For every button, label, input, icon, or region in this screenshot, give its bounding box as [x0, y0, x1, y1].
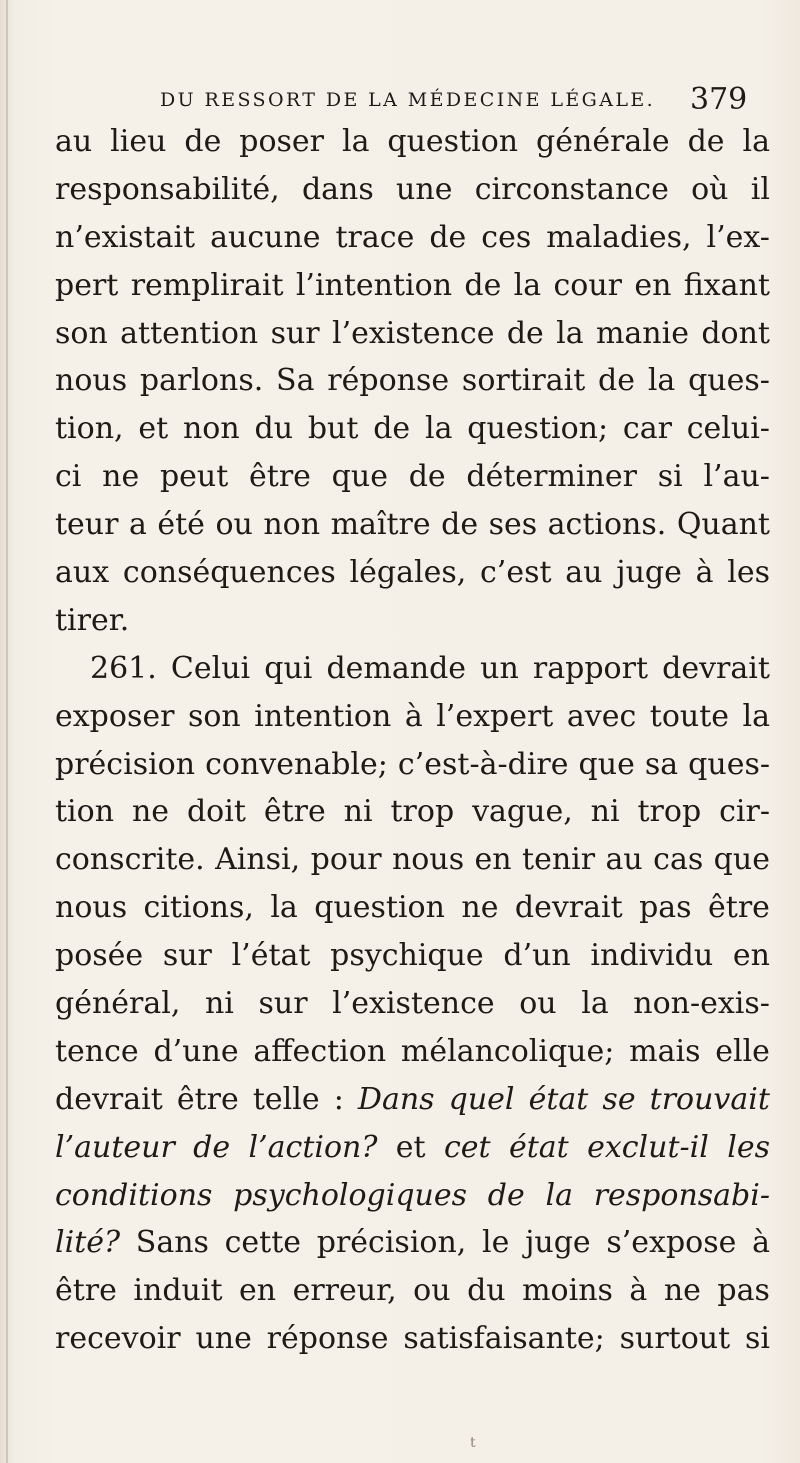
text-word: ne [461, 890, 499, 926]
text-word: où [691, 171, 729, 207]
text-word: question; [467, 411, 609, 447]
text-line [55, 1315, 770, 1363]
text-word: citions, [143, 890, 254, 926]
text-word: psychologiques [233, 1177, 468, 1213]
text-line [55, 549, 770, 597]
text-word: sur [270, 315, 320, 351]
text-word: convenable; [205, 746, 388, 782]
text-word: être [55, 1273, 117, 1309]
text-word: satisfaisante; [403, 1321, 605, 1357]
text-word: intention [254, 698, 392, 734]
text-word: devrait [514, 890, 623, 926]
text-word: la [742, 698, 770, 734]
text-word: Ainsi, [215, 842, 301, 878]
text-word: conditions [55, 1177, 213, 1213]
text-word: précision [55, 746, 196, 782]
text-word: ques- [688, 363, 770, 399]
text-line [55, 1124, 770, 1172]
text-word: état [528, 1081, 589, 1117]
text-word: de [193, 1129, 231, 1165]
footer-mark: t [470, 1435, 476, 1451]
page-number: 379 [690, 82, 748, 117]
text-word: poser [239, 124, 325, 159]
text-word: de [487, 1177, 525, 1213]
text-line [55, 357, 770, 405]
text-word: de [429, 219, 467, 255]
text-word: Quant [676, 507, 770, 543]
text-word: de [441, 507, 479, 543]
text-word: pas [639, 890, 692, 926]
text-line [55, 1219, 770, 1267]
text-word: manie [595, 315, 689, 351]
text-word: la [545, 1177, 573, 1213]
text-word: cet [443, 1129, 491, 1165]
binding-edge [6, 0, 8, 1463]
text-word: et [138, 411, 169, 447]
text-word: du [467, 1273, 506, 1309]
text-word: cour [553, 267, 623, 303]
text-word: devrait [662, 650, 770, 686]
text-line [55, 1267, 770, 1315]
text-word: actions. [547, 507, 667, 543]
text-word: non [263, 507, 321, 543]
text-word: son [187, 698, 241, 734]
text-word: du [254, 411, 294, 447]
text-word: à [752, 1225, 770, 1261]
text-word: Sa [276, 363, 315, 399]
text-word: trouvait [649, 1081, 770, 1117]
running-title: DU RESSORT DE LA MÉDECINE LÉGALE. [160, 89, 656, 111]
text-word: a [128, 507, 147, 543]
text-word: mélancolique; [400, 1033, 615, 1069]
text-word: tion, [55, 411, 124, 447]
text-word: la [424, 411, 453, 447]
text-word: affection [253, 1033, 387, 1069]
text-word: précision, [316, 1225, 467, 1261]
text-word: réponse [327, 363, 450, 399]
text-word: circonstance [474, 171, 669, 207]
text-word: ci [55, 459, 82, 495]
text-word: l’existence [331, 315, 495, 351]
text-word: d’une [153, 1033, 239, 1069]
text-line [55, 788, 770, 836]
text-word: de [598, 363, 636, 399]
text-word: la [556, 315, 584, 351]
text-word: psychique [330, 938, 484, 974]
body-text [55, 118, 770, 1363]
text-word: peut [159, 459, 229, 495]
text-word: que [331, 459, 388, 495]
text-word: de [408, 459, 446, 495]
text-word: en [634, 267, 672, 303]
text-word: se [602, 1081, 636, 1117]
text-word: son [55, 315, 108, 351]
text-word: question [387, 124, 519, 159]
text-word: si [745, 1321, 770, 1357]
text-word: ne [102, 459, 140, 495]
text-word: l’expert [436, 698, 554, 734]
text-word: été [157, 507, 205, 543]
text-word: tion [55, 794, 115, 830]
text-word: doit [186, 794, 246, 830]
text-word: moins [522, 1273, 613, 1309]
text-word: l’auteur [55, 1129, 175, 1165]
text-word: en [474, 842, 512, 878]
text-line [55, 1028, 770, 1076]
text-word: : [333, 1081, 344, 1117]
text-word: vague, [472, 794, 573, 830]
text-word: teur [55, 507, 119, 543]
text-word: ou [519, 986, 557, 1022]
text-line [55, 262, 770, 310]
text-line [55, 118, 770, 166]
text-word: l’action? [248, 1129, 378, 1165]
text-word: si [657, 459, 683, 495]
text-word: sur [162, 938, 212, 974]
text-word: lieu [110, 124, 167, 159]
text-word: le [482, 1225, 510, 1261]
text-word: responsabi- [593, 1177, 770, 1213]
text-word: conscrite. [55, 842, 205, 878]
text-word: trop [637, 794, 702, 830]
text-word: légales, [349, 555, 467, 591]
text-word: c’est-à-dire [397, 746, 569, 782]
text-word: générale [536, 124, 670, 159]
text-word: responsabilité, [55, 171, 280, 207]
text-word: la [341, 124, 370, 159]
text-word: l’existence [332, 986, 495, 1022]
text-word: avec [566, 698, 637, 734]
text-word: ne [663, 1273, 701, 1309]
text-line [55, 453, 770, 501]
text-word: ques- [688, 746, 770, 782]
text-word: ni [204, 986, 234, 1022]
text-word: de [464, 267, 502, 303]
text-word: celui- [686, 411, 770, 447]
text-word: général, [55, 986, 181, 1022]
text-word: non-exis- [633, 986, 770, 1022]
text-word: juge [616, 555, 682, 591]
text-word: la [647, 363, 676, 399]
text-word: à [695, 555, 714, 591]
text-line [55, 932, 770, 980]
text-word: ou [413, 1273, 451, 1309]
text-word: Dans [357, 1081, 435, 1117]
text-word: n’existait [55, 219, 196, 255]
text-word: s’expose [606, 1225, 737, 1261]
text-word: pert [55, 267, 119, 303]
text-word: ni [590, 794, 620, 830]
text-line [55, 166, 770, 214]
text-word: l’ex- [706, 219, 770, 255]
text-word: fixant [683, 267, 770, 303]
text-word: état [508, 1129, 569, 1165]
text-line [55, 214, 770, 262]
text-word: la [270, 890, 298, 926]
text-word: exclut-il [587, 1129, 709, 1165]
text-word: cas [653, 842, 704, 878]
text-word: tenir [522, 842, 596, 878]
text-word: pas [717, 1273, 770, 1309]
text-word: parlons. [139, 363, 264, 399]
text-word: exposer [55, 698, 175, 734]
text-word: but [307, 411, 359, 447]
text-word: mais [629, 1033, 701, 1069]
text-line [55, 741, 770, 789]
text-word: l’intention [295, 267, 453, 303]
text-word: nous [391, 842, 465, 878]
text-word: toute [649, 698, 730, 734]
text-word: sortirait [461, 363, 586, 399]
text-word: que [713, 842, 770, 878]
text-word: l’au- [703, 459, 770, 495]
text-word: au [55, 124, 93, 159]
text-word: attention [120, 315, 259, 351]
text-word: erreur, [292, 1273, 397, 1309]
text-word: un [480, 650, 519, 686]
text-line [55, 501, 770, 549]
text-line [55, 1076, 770, 1124]
text-word: demande [326, 650, 467, 686]
text-word: 261. [90, 650, 157, 686]
text-word: conséquences [122, 555, 336, 591]
text-word: ces [481, 219, 532, 255]
text-word: trop [390, 794, 455, 830]
text-line [55, 884, 770, 932]
text-word: question [314, 890, 445, 926]
text-line [55, 980, 770, 1028]
text-word: recevoir [55, 1321, 181, 1357]
text-word: la [581, 986, 609, 1022]
text-word: nous [55, 890, 128, 926]
text-word: être [176, 1081, 239, 1117]
text-word: car [622, 411, 672, 447]
text-word: pour [310, 842, 382, 878]
text-word: ne [131, 794, 170, 830]
text-word: de [506, 315, 544, 351]
text-word: à [629, 1273, 648, 1309]
text-word: elle [715, 1033, 770, 1069]
text-word: ni [343, 794, 373, 830]
text-word: qui [264, 650, 313, 686]
text-word: nous [55, 363, 128, 399]
text-word: les [727, 1129, 770, 1165]
text-word: c’est [480, 555, 552, 591]
text-line [55, 405, 770, 453]
text-word: telle [252, 1081, 320, 1117]
text-word: la [513, 267, 542, 303]
text-line [55, 1172, 770, 1220]
text-word: sur [258, 986, 308, 1022]
text-line [55, 645, 770, 693]
text-word: induit [133, 1273, 223, 1309]
text-word: en [239, 1273, 277, 1309]
text-word: de [687, 124, 725, 159]
text-word: posée [55, 938, 144, 974]
text-word: tence [55, 1033, 139, 1069]
text-word: les [727, 555, 770, 591]
text-word: dont [701, 315, 770, 351]
text-word: être [249, 459, 311, 495]
text-word: réponse [266, 1321, 389, 1357]
text-word: d’un [503, 938, 571, 974]
text-word: aux [55, 555, 110, 591]
text-word: au [605, 842, 643, 878]
text-word: l’état [231, 938, 311, 974]
text-word: ses [488, 507, 538, 543]
text-word: maître [330, 507, 431, 543]
text-word: trace [335, 219, 415, 255]
text-line [55, 597, 770, 645]
text-word: la [742, 124, 770, 159]
text-word: en [732, 938, 770, 974]
text-word: une [396, 171, 453, 207]
text-word: rapport [532, 650, 649, 686]
text-line [55, 310, 770, 358]
text-word: dans [301, 171, 374, 207]
text-word: de [373, 411, 411, 447]
text-word: remplirait [130, 267, 284, 303]
text-word: maladies, [546, 219, 692, 255]
text-word: que [578, 746, 635, 782]
text-word: de [184, 124, 222, 159]
text-word: ou [215, 507, 253, 543]
text-word: et [395, 1129, 426, 1165]
text-word: surtout [619, 1321, 731, 1357]
text-word: devrait [55, 1081, 163, 1117]
text-line [55, 693, 770, 741]
text-word: il [750, 171, 770, 207]
text-word: cette [224, 1225, 302, 1261]
text-word: quel [448, 1081, 515, 1117]
text-word: aucune [210, 219, 321, 255]
text-word: à [404, 698, 423, 734]
text-word: être [263, 794, 326, 830]
text-word: une [195, 1321, 252, 1357]
text-word: Celui [170, 650, 251, 686]
text-word: cir- [719, 794, 770, 830]
text-word: être [708, 890, 770, 926]
text-word: sa [644, 746, 679, 782]
text-word: Sans [135, 1225, 209, 1261]
text-word: juge [525, 1225, 591, 1261]
text-word: non [182, 411, 240, 447]
text-word: déterminer [466, 459, 637, 495]
text-word: au [565, 555, 603, 591]
text-word: lité? [55, 1225, 121, 1261]
text-word: tirer. [55, 602, 130, 638]
text-line [55, 836, 770, 884]
text-word: individu [590, 938, 714, 974]
